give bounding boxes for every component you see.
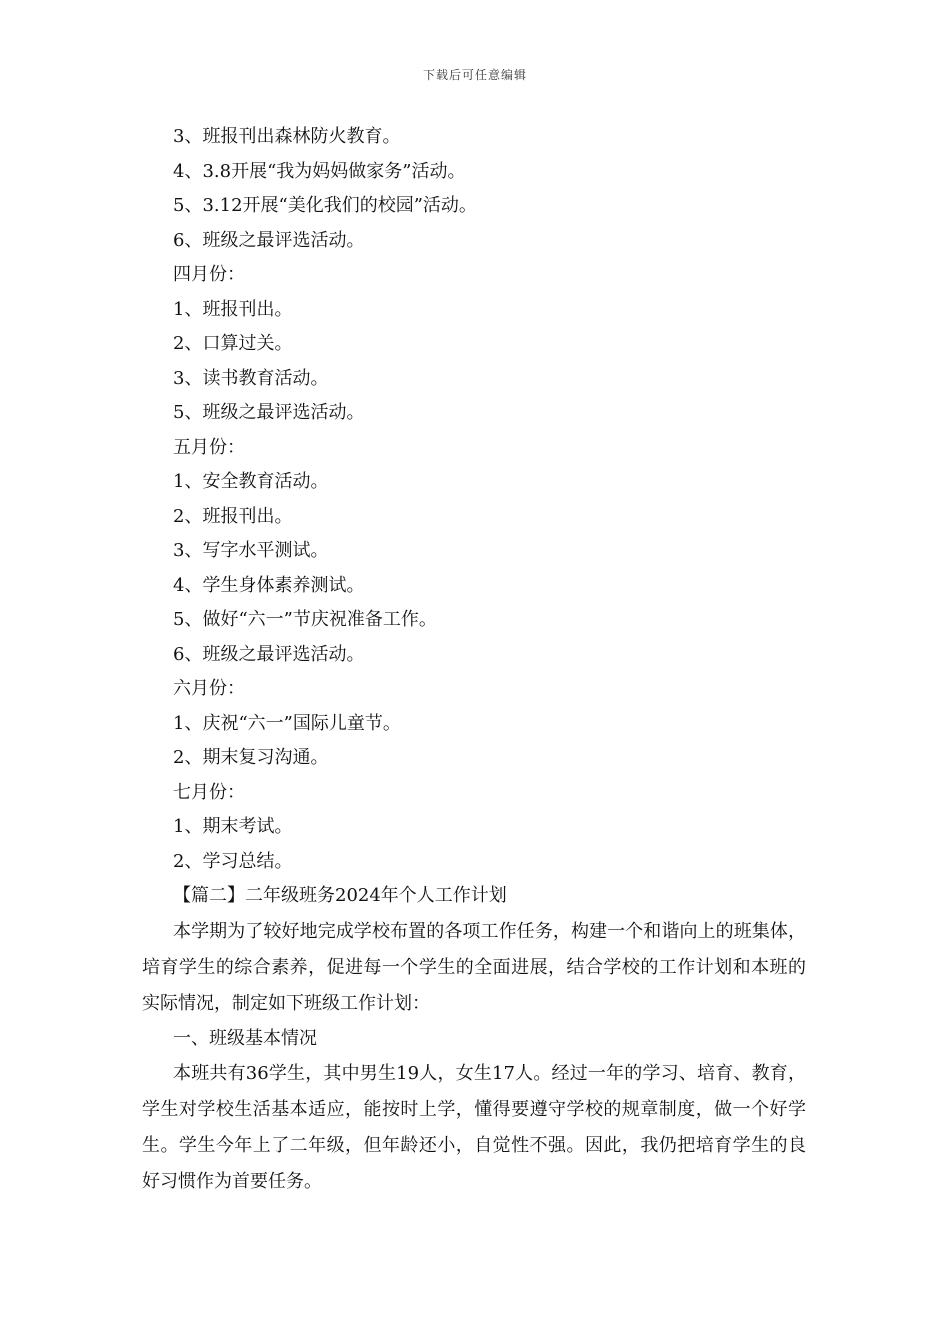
list-item: 2、学习总结。 — [173, 850, 293, 872]
list-item: 1、安全教育活动。 — [173, 471, 329, 492]
intro-paragraph: 本学期为了较好地完成学校布置的各项工作任务，构建一个和谐向上的班集体，培育学生的综合素养，促进每一个学生的全面进展，结合学校的工作计划和本班的实际情况，制定如下班级工作计划： — [142, 920, 806, 1014]
section-paragraph: 本班共有36学生，其中男生19人，女生17人。经过一年的学习、培育、教育，学生对学校生活基本适应，能按时上学，懂得要遵守学校的规章制度，做一个好学生。学生今年上了二年级，但年龄还小，自觉性不强。因此，我仍把培育学生的良好习惯作为首要任务。 — [142, 1063, 806, 1192]
list-item: 3、班报刊出森林防火教育。 — [173, 126, 401, 147]
list-item: 2、班报刊出。 — [173, 505, 293, 527]
page-header-note: 下载后可任意编辑 — [422, 68, 527, 82]
list-item: 5、做好“六一”节庆祝准备工作。 — [173, 609, 437, 630]
article-title: 【篇二】二年级班务2024年个人工作计划 — [173, 885, 507, 906]
list-item: 1、期末考试。 — [173, 816, 293, 837]
document-body — [142, 120, 806, 1200]
list-item: 6、班级之最评选活动。 — [173, 643, 365, 665]
list-item: 5、3.12开展“美化我们的校园”活动。 — [173, 195, 477, 216]
list-item: 2、口算过关。 — [173, 333, 293, 354]
month-heading: 五月份： — [173, 436, 245, 458]
list-item: 5、班级之最评选活动。 — [173, 402, 365, 423]
list-item: 4、3.8开展“我为妈妈做家务”活动。 — [173, 160, 466, 182]
section-heading: 一、班级基本情况 — [173, 1027, 317, 1049]
list-item: 4、学生身体素养测试。 — [173, 574, 365, 596]
list-item: 1、庆祝“六一”国际儿童节。 — [173, 712, 401, 734]
list-item: 3、写字水平测试。 — [173, 540, 329, 561]
list-item: 6、班级之最评选活动。 — [173, 229, 365, 251]
list-item: 2、期末复习沟通。 — [173, 747, 329, 768]
month-heading: 六月份： — [173, 678, 245, 699]
list-item: 3、读书教育活动。 — [173, 367, 329, 389]
month-heading: 七月份： — [173, 781, 245, 803]
list-item: 1、班报刊出。 — [173, 298, 293, 320]
month-heading: 四月份： — [173, 264, 245, 285]
